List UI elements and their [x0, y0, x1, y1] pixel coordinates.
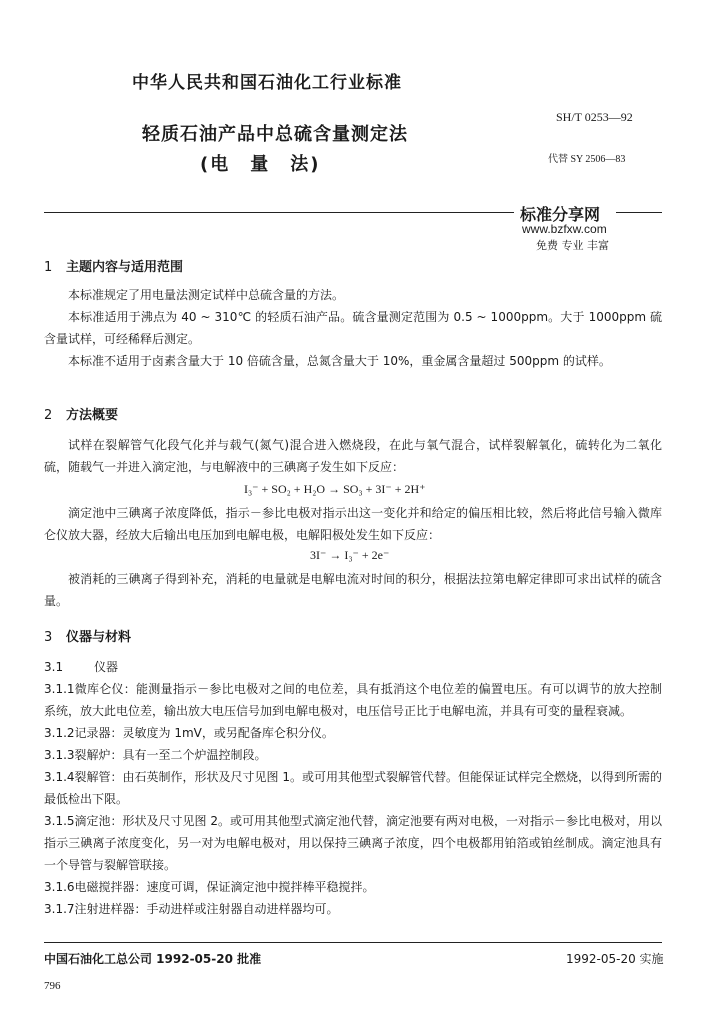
replaces-note: 代替 SY 2506—83 [548, 154, 626, 165]
issuer-line: 中国石油化工总公司 1992-05-20 批准 [44, 952, 262, 966]
equation-2: 3I⁻ → I₃⁻ + 2e⁻ [310, 548, 390, 562]
subsection-title: 仪器 [94, 660, 119, 674]
item-text: 电磁搅拌器：速度可调，保证滴定池中搅拌棒平稳搅拌。 [74, 880, 375, 894]
section-number: 2 [44, 408, 53, 423]
section-number: 1 [44, 260, 53, 275]
section-number: 3 [44, 630, 53, 645]
item-number: 3.1.5 [44, 814, 75, 828]
paragraph: 本标准规定了用电量法测定试样中总硫含量的方法。 [68, 288, 345, 302]
watermark-url: www.bzfxw.com [522, 222, 607, 236]
section-title: 主题内容与适用范围 [66, 260, 184, 275]
list-item [44, 722, 662, 744]
list-item [44, 678, 662, 722]
watermark-brand: 标准分享网 [520, 205, 601, 224]
item-number: 3.1.2 [44, 726, 75, 740]
item-text: 滴定池：形状及尺寸见图 2。或可用其他型式滴定池代替，滴定池要有两对电极，一对指示－参比电极对，用以指示三碘离子浓度变化，另一对为电解电极对，用以保持三碘离子浓度，四个电极都用铂箔或铂丝制成。滴定池具有一个导管与裂解管联接。 [44, 814, 663, 872]
subsection-number: 3.1 [44, 660, 64, 674]
list-item [44, 810, 662, 876]
list-item [44, 766, 662, 810]
subsection-3-1 [44, 656, 118, 678]
section-2-body-b [44, 502, 662, 546]
section-3-heading [44, 626, 131, 645]
list-item [44, 876, 662, 898]
item-number: 3.1.4 [44, 770, 75, 784]
item-text: 注射进样器：手动进样或注射器自动进样器均可。 [74, 902, 339, 916]
document-title: 轻质石油产品中总硫含量测定法 [142, 124, 408, 145]
paragraph: 本标准适用于沸点为 40 ~ 310℃ 的轻质石油产品。硫含量测定范围为 0.5 ~ 1000ppm。大于 1000ppm 硫含量试样，可经稀释后测定。 [44, 310, 662, 346]
section-title: 仪器与材料 [66, 630, 132, 645]
footer-rule [44, 942, 662, 943]
item-number: 3.1.3 [44, 748, 75, 762]
item-text: 裂解管：由石英制作，形状及尺寸见图 1。或可用其他型式裂解管代替。但能保证试样完全燃烧，以得到所需的最低检出下限。 [44, 770, 663, 806]
header-rule-right [616, 212, 662, 213]
item-text: 裂解炉：具有一至二个炉温控制段。 [74, 748, 267, 762]
org-line: 中华人民共和国石油化工行业标准 [132, 73, 402, 93]
paragraph: 本标准不适用于卤素含量大于 10 倍硫含量，总氮含量大于 10%，重金属含量超过 500ppm 的试样。 [68, 354, 611, 368]
paragraph: 滴定池中三碘离子浓度降低，指示－参比电极对指示出这一变化并和给定的偏压相比较，然后将此信号输入微库仑仪放大器，经放大后输出电压加到电解电极，电解阳极处发生如下反应： [44, 506, 662, 542]
document-subtitle: (电 量 法) [200, 154, 321, 175]
header-rule-left [44, 212, 514, 213]
section-2-body-a [44, 434, 662, 478]
instrument-list [44, 678, 662, 920]
section-title: 方法概要 [66, 408, 119, 423]
item-number: 3.1.6 [44, 880, 75, 894]
section-2-body-c [44, 568, 662, 612]
paragraph: 试样在裂解管气化段气化并与载气(氮气)混合进入燃烧段，在此与氧气混合，试样裂解氧化，硫转化为二氧化硫，随载气一并进入滴定池，与电解液中的三碘离子发生如下反应： [44, 438, 662, 474]
item-text: 记录器：灵敏度为 1mV，或另配备库仑积分仪。 [74, 726, 334, 740]
item-number: 3.1.1 [44, 682, 75, 696]
equation-1: I₃⁻ + SO₂ + H₂O → SO₃ + 3I⁻ + 2H⁺ [244, 482, 426, 496]
watermark-tagline: 免费 专业 丰富 [536, 239, 609, 252]
list-item [44, 744, 662, 766]
paragraph: 被消耗的三碘离子得到补充，消耗的电量就是电解电流对时间的积分，根据法拉第电解定律即可求出试样的硫含量。 [44, 572, 662, 608]
section-1-heading [44, 256, 183, 275]
page-number: 796 [44, 980, 61, 992]
list-item [44, 898, 662, 920]
item-number: 3.1.7 [44, 902, 75, 916]
standard-code: SH/T 0253—92 [556, 110, 633, 124]
item-text: 微库仑仪：能测量指示－参比电极对之间的电位差，具有抵消这个电位差的偏置电压。有可以调节的放大控制系统，放大此电位差，输出放大电压信号加到电解电极对，电压信号正比于电解电流，并具有可变的量程衰减。 [44, 682, 662, 718]
effective-date: 1992-05-20 实施 [566, 952, 664, 966]
section-2-heading [44, 404, 118, 423]
section-1-body [44, 284, 662, 372]
